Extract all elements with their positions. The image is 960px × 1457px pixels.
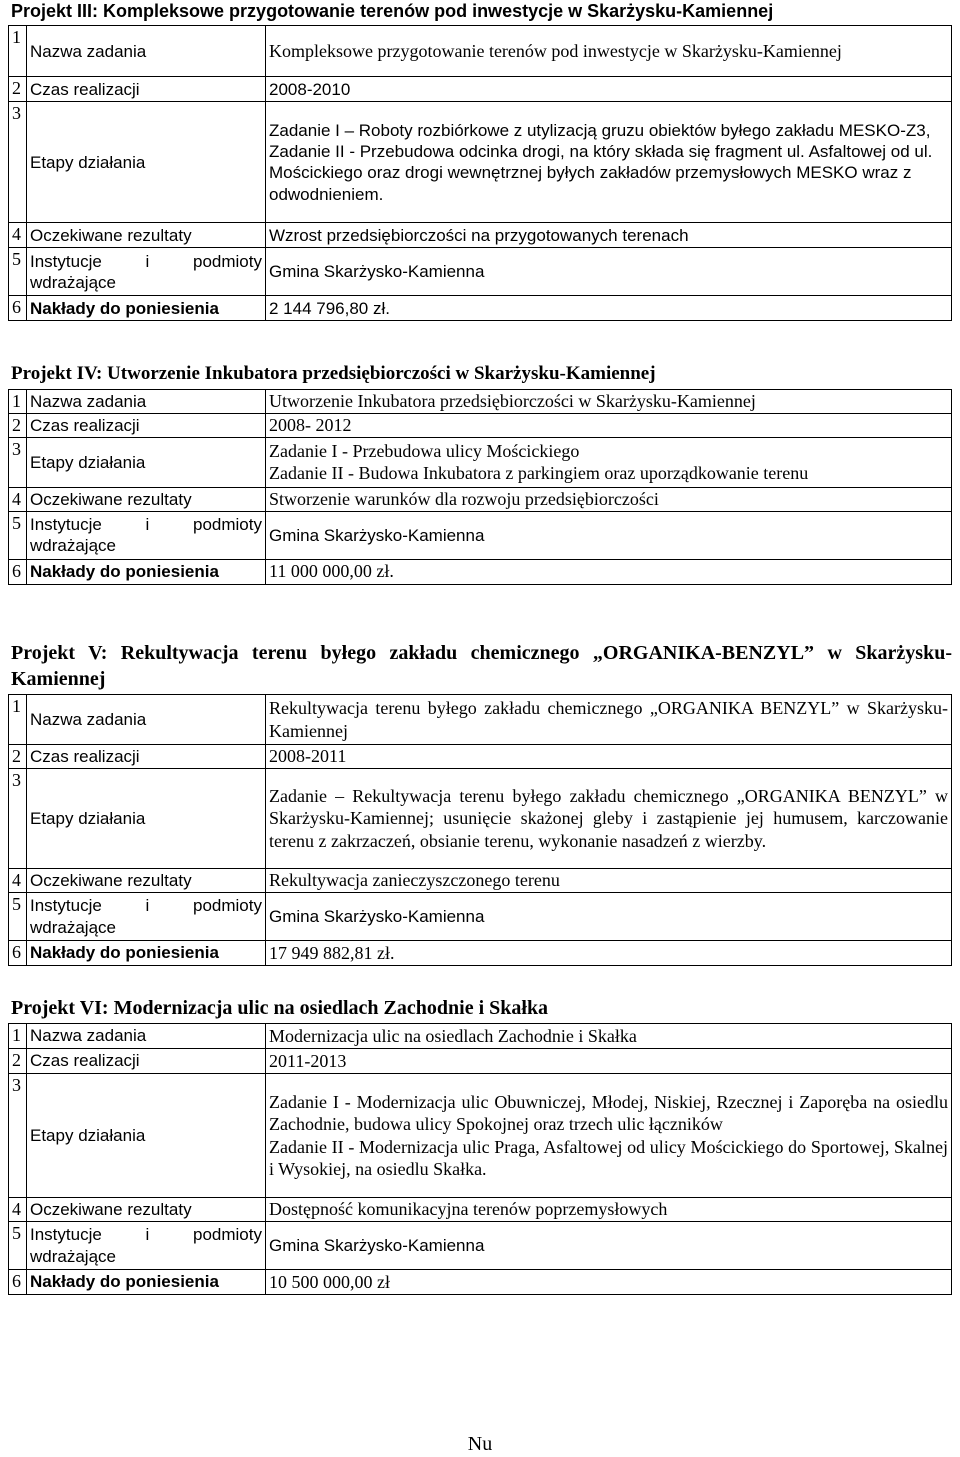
row-number: 6 [9,296,27,321]
row-number: 4 [9,223,27,248]
row-number: 5 [9,893,27,941]
project-4-section [8,362,952,585]
row-value-etapy [266,102,952,223]
row-number: 3 [9,102,27,223]
row-label-nazwa: Nazwa zadania [27,389,266,413]
row-number: 1 [9,26,27,77]
table-row [9,511,952,559]
row-label-czas: Czas realizacji [27,745,266,769]
table-row [9,248,952,296]
etap-1-text: Zadanie I - Przebudowa ulicy Mościckiego [269,440,580,461]
row-value-instytucje: Gmina Skarżysko-Kamienna [266,511,952,559]
row-value-czas: 2008-2010 [266,77,952,102]
table-row [9,695,952,745]
table-row [9,296,952,321]
row-value-naklady: 11 000 000,00 zł. [266,559,952,584]
row-label-rezultaty: Oczekiwane rezultaty [27,1198,266,1222]
row-label-naklady: Nakłady do poniesienia [27,1270,266,1295]
table-row [9,1198,952,1222]
row-label-rezultaty: Oczekiwane rezultaty [27,487,266,511]
table-row [9,1074,952,1198]
row-label-instytucje: Instytucje i podmioty wdrażające [27,511,266,559]
table-row [9,26,952,77]
project-5-title: Projekt V: Rekultywacja terenu byłego zakładu chemicznego „ORGANIKA-BENZYL” w Skarżysku-Kamiennej [11,642,952,690]
row-number: 2 [9,745,27,769]
row-label-etapy: Etapy działania [27,769,266,869]
row-value-etapy [266,1074,952,1198]
row-number: 6 [9,559,27,584]
row-label-naklady: Nakłady do poniesienia [27,296,266,321]
table-row [9,77,952,102]
row-value-nazwa: Rekultywacja terenu byłego zakładu chemicznego „ORGANIKA BENZYL” w Skarżysku-Kamiennej [266,695,952,745]
row-label-czas: Czas realizacji [27,413,266,437]
table-row [9,1024,952,1049]
row-number: 5 [9,1222,27,1270]
etap-1-text: Zadanie I - Modernizacja ulic Obuwniczej, Młodej, Niskiej, Rzecznej i Zaporęba na osiedlu Zachodnie, budowa ulicy Spokojnej oraz trzech ulic łączników [269,1091,948,1134]
table-row [9,769,952,869]
table-row [9,102,952,223]
row-label-naklady: Nakłady do poniesienia [27,559,266,584]
project-3-section [8,0,952,321]
etap-2-text: Zadanie II - Modernizacja ulic Praga, Asfaltowej od ulicy Mościckiego do Sportowej, Skalnej i Wysokiej, na osiedlu Skałka. [269,1136,948,1179]
row-value-rezultaty: Wzrost przedsiębiorczości na przygotowanych terenach [266,223,952,248]
table-row [9,389,952,413]
row-number: 6 [9,1270,27,1295]
row-number: 2 [9,413,27,437]
etap-2-text: Zadanie II - Przebudowa odcinka drogi, na który składa się fragment ul. Asfaltowej od ul. Mościckiego oraz drogi wewnętrznej byłych zakładów przemysłowych MESKO wraz z odwodnieniem. [269,142,933,204]
row-label-etapy: Etapy działania [27,437,266,487]
table-row [9,437,952,487]
row-value-etapy [266,437,952,487]
row-label-nazwa: Nazwa zadania [27,1024,266,1049]
row-value-naklady: 17 949 882,81 zł. [266,941,952,966]
project-4-title: Projekt IV: Utworzenie Inkubatora przedsiębiorczości w Skarżysku-Kamiennej [11,363,656,384]
project-5-table [8,694,952,966]
row-label-czas: Czas realizacji [27,1049,266,1074]
row-value-rezultaty: Dostępność komunikacyjna terenów poprzemysłowych [266,1198,952,1222]
table-row [9,223,952,248]
project-6-section [8,995,952,1295]
row-value-rezultaty: Rekultywacja zanieczyszczonego terenu [266,869,952,893]
table-row [9,869,952,893]
row-number: 1 [9,695,27,745]
row-label-nazwa: Nazwa zadania [27,695,266,745]
row-number: 5 [9,511,27,559]
project-4-table [8,389,952,585]
row-label-etapy: Etapy działania [27,1074,266,1198]
page-footer-text: Nu [467,1433,493,1455]
row-value-instytucje: Gmina Skarżysko-Kamienna [266,248,952,296]
row-number: 1 [9,1024,27,1049]
row-label-naklady: Nakłady do poniesienia [27,941,266,966]
row-value-czas: 2008- 2012 [266,413,952,437]
row-label-czas: Czas realizacji [27,77,266,102]
row-number: 6 [9,941,27,966]
row-label-rezultaty: Oczekiwane rezultaty [27,869,266,893]
table-row [9,487,952,511]
row-value-etapy: Zadanie – Rekultywacja terenu byłego zakładu chemicznego „ORGANIKA BENZYL” w Skarżysku-Kamiennej; usunięcie skażonej gleby i zastąpienie jej humusem, karczowanie terenu z zakrzaczeń, obsianie terenu, wykonanie nasadzeń z wierzby. [266,769,952,869]
row-value-nazwa: Modernizacja ulic na osiedlach Zachodnie i Skałka [266,1024,952,1049]
project-6-title: Projekt VI: Modernizacja ulic na osiedlach Zachodnie i Skałka [11,997,549,1019]
row-label-etapy: Etapy działania [27,102,266,223]
row-number: 3 [9,769,27,869]
table-row [9,1270,952,1295]
table-row [9,1222,952,1270]
row-number: 2 [9,77,27,102]
table-row [9,893,952,941]
table-row [9,559,952,584]
row-label-rezultaty: Oczekiwane rezultaty [27,223,266,248]
row-number: 1 [9,389,27,413]
etap-2-text: Zadanie II - Budowa Inkubatora z parkingiem oraz uporządkowanie terenu [269,463,809,484]
row-number: 5 [9,248,27,296]
row-number: 3 [9,1074,27,1198]
row-number: 4 [9,869,27,893]
project-6-table [8,1023,952,1295]
row-value-instytucje: Gmina Skarżysko-Kamienna [266,1222,952,1270]
row-number: 4 [9,1198,27,1222]
table-row [9,745,952,769]
row-value-naklady: 10 500 000,00 zł [266,1270,952,1295]
row-number: 3 [9,437,27,487]
row-value-nazwa: Utworzenie Inkubatora przedsiębiorczości w Skarżysku-Kamiennej [266,389,952,413]
table-row [9,413,952,437]
project-3-table [8,25,952,321]
row-number: 2 [9,1049,27,1074]
row-value-czas: 2011-2013 [266,1049,952,1074]
row-value-czas: 2008-2011 [266,745,952,769]
row-value-naklady: 2 144 796,80 zł. [266,296,952,321]
row-label-nazwa: Nazwa zadania [27,26,266,77]
table-row [9,941,952,966]
row-number: 4 [9,487,27,511]
row-value-nazwa: Kompleksowe przygotowanie terenów pod inwestycje w Skarżysku-Kamiennej [266,26,952,77]
row-label-instytucje: Instytucje i podmioty wdrażające [27,1222,266,1270]
row-label-instytucje: Instytucje i podmioty wdrażające [27,248,266,296]
row-label-instytucje: Instytucje i podmioty wdrażające [27,893,266,941]
project-5-section [8,640,952,966]
row-value-rezultaty: Stworzenie warunków dla rozwoju przedsiębiorczości [266,487,952,511]
row-value-instytucje: Gmina Skarżysko-Kamienna [266,893,952,941]
project-3-title: Projekt III: Kompleksowe przygotowanie terenów pod inwestycje w Skarżysku-Kamiennej [11,1,774,21]
table-row [9,1049,952,1074]
etap-1-text: Zadanie I – Roboty rozbiórkowe z utylizacją gruzu obiektów byłego zakładu MESKO-Z3, [269,120,931,140]
